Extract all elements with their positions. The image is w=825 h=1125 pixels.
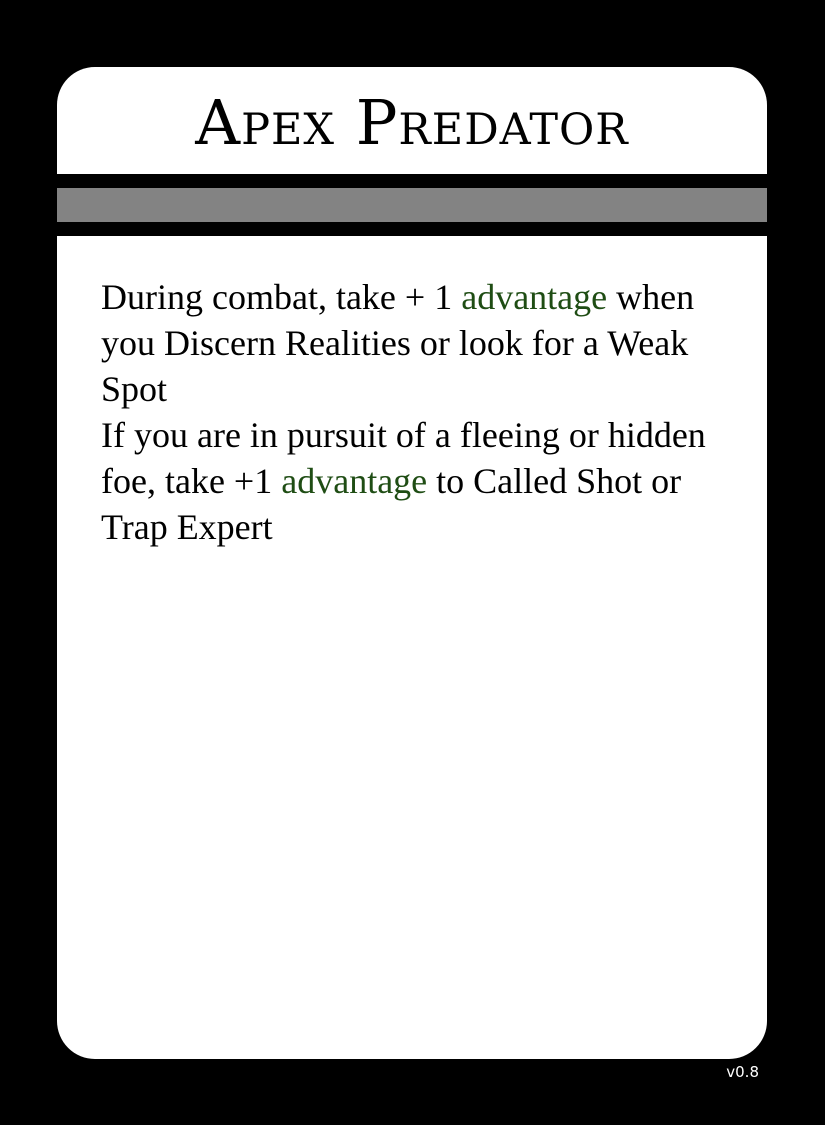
rule-line-2-before: If you are in pursuit of a fleeing or hidden foe, take +1 <box>101 415 706 501</box>
card-title: Apex Predator <box>195 85 629 159</box>
rule-line-1 <box>101 274 731 412</box>
title-panel <box>57 67 767 174</box>
rule-line-2 <box>101 412 731 550</box>
version-label: v0.8 <box>726 1063 759 1081</box>
divider-bar <box>57 188 767 222</box>
rule-line-1-before: During combat, take + 1 <box>101 277 462 317</box>
rule-line-1-after: when you Discern Realities or look for a Weak Spot <box>101 277 695 409</box>
rule-line-2-after: to Called Shot or Trap Expert <box>101 461 682 547</box>
rule-line-1-keyword: advantage <box>461 277 608 317</box>
divider-rect <box>57 188 767 222</box>
rules-text <box>101 274 731 550</box>
rule-line-2-keyword: advantage <box>281 461 428 501</box>
body-panel <box>57 236 767 1059</box>
